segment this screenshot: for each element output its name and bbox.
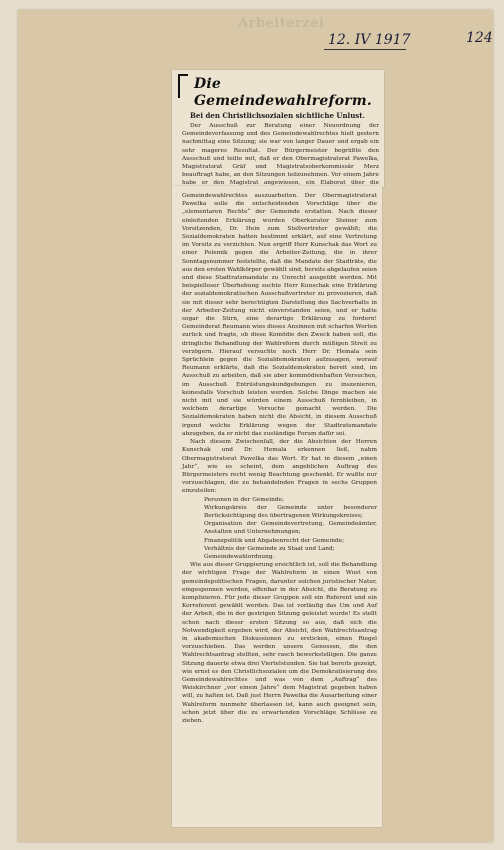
article-subhead: Bei den Christlichsozialen sichtliche Unlust. (190, 111, 365, 120)
group-item: Organisation der Gemeindevertretung, Gemeindeämter, Anstalten und Unternehmungen; (204, 521, 377, 536)
body-paragraph: Nach diesem Zwischenfall, der die Absichten der Herren Kunschak und Dr. Hemala erkennen ließ, nahm Obermagistratsrat Pawelka das Wort. Er hat in diesem „einen Jahr“, wie es scheint, dem angeblichen Auftrag des Bürgermeisters recht wenig Beachtung geschenkt. Er wußte nur vorzuschlagen, die zu behandelnden Fragen in sechs Gruppen einzuteilen: (182, 439, 377, 495)
article-intro (182, 122, 379, 196)
article-headline: Die Gemeindewahlreform. (194, 76, 372, 109)
group-item: Wirkungskreis der Gemeinde unter besonderer Berücksichtigung des übertragenen Wirkungskreises; (204, 504, 377, 519)
group-item: Finanzpolitik und Abgabenrecht der Gemeinde; (204, 537, 345, 544)
intro-paragraph: Der Ausschuß zur Beratung einer Neuordnung der Gemeindeverfassung und des Gemeindewahlrechtes hielt gestern nachmittag eine Sitzung; sie war von langer Dauer und ergab ein sehr mageres Resultat. Der Bürgermeister begrüßte den Ausschuß und teilte mit, daß er den Obermagistratsrat Pawelka, Magistratsrat Gräf und Magistratsoberkommissär Merz beauftragt habe, an den Sitzungen teilzunehmen. Vor einem Jahre habe er den Magistrat angewiesen, ein Elaborat über die (182, 123, 379, 187)
group-item: Gemeindewahlordnung. (204, 553, 275, 560)
handwritten-date: 12. IV 1917 (328, 32, 411, 48)
article-body (182, 192, 377, 725)
clipping-top (172, 70, 384, 187)
clipping-main (172, 186, 382, 827)
closing-paragraph: Wie aus dieser Gruppierung ersichtlich ist, soll die Behandlung der wichtigen Frage der Wahlreform in einen Wust von gemeindepolitischen Fragen, darunter solchen juristischer Natur, eingesponnen werden, offenbar in der Absicht, die Beratung zu komplizieren. Für jede dieser Gruppen soll ein Referent und ein Korreferent gewählt werden. Das ist vorläufig das Um und Auf der Arbeit, die in der gestrigen Sitzung geleistet wurde! Es stellt schon nach dieser ersten Sitzung so aus, daß sich die Notwendigkeit ergeben wird, der Absicht, den Wahlrechtsantrag in akademischen Diskussionen zu ersticken, einen Riegel vorzuschieben. Das werden unsere Genossen, die den Wahlrechtsantrag stellten, sehr rasch bewerkstelligen. Die ganze Sitzung dauerte etwa drei Viertelstunden. Sie hat bereits gezeigt, wie ernst es den Christlichsozialen um die Demokratisierung des Gemeindewahlrechtes und was von dem „Auftrag“ des Weiskirchner „vor einem Jahre“ dem Magistrat gegeben haben will, zu halten ist. Daß just Herrn Pawelka die Ausarbeitung einer Wahlreform nunmehr überlassen ist, kann auch geeignet sein, schon jetzt über die zu erwartenden Vorschläge Schlüsse zu ziehen. (182, 562, 377, 724)
newspaper-stamp: Arbeiterzei (238, 16, 325, 31)
headline-bracket (178, 74, 188, 98)
group-item: Personen in der Gemeinde; (204, 496, 284, 503)
body-paragraph: Gemeindewahlrechtes auszuarbeiten. Der Obermagistratsrat Pawelka solle die entscheidenden Vorschläge über die „elementaren Rechte“ der Gemeinde erstatten. Nach dieser einleitenden Erklärung wurden Oberkurator Steiner zum Vorsitzenden, Dr. Hein zum Stellvertreter gewählt; die Sozialdemokraten hatten bestimmt erklärt, auf eine Vertretung im Vorsitz zu verzichten. Nun ergriff Herr Kunschak das Wort zu einer Polemik gegen die Arbeiter-Zeitung, die in ihrer Sonntagsnummer feststellte, daß die Mandate der Stadträte, die aus den ersten Wahlkörper gewählt sind, bereits abgelaufen seien und diese Stadtratsmandate zu Unrecht ausgeübt werden. Mit beispielloser Überhebung suchte Herr Kunschak eine Erklärung der sozialdemokratischen Ausschußvertreter zu provozieren, daß sie mit dieser sehr berechtigten Darstellung des Sachverhalts in der Arbeiter-Zeitung nicht einverstanden seien, und er hatte sogar die Stirn, eine derartige Erklärung zu fordern! Gemeinderat Reumann wies dieses Ansinnen mit scharfen Worten zurück und fragte, ob diese Komödie den Zweck haben soll, die dringliche Behandlung der Wahlreform durch müßigen Streit zu verzögern. Hierauf versuchte noch Herr Dr. Hemala sein Sprüchlein gegen die Sozialdemokraten aufzusagen, worauf Reumann erklärte, daß die Sozialdemokraten bereit sind, im Ausschuß zu arbeiten, daß sie aber kommödienhaften Versuchen, im Ausschuß Entrüstungskundgebungen zu inszenieren, keinesfalls Vorschub leisten werden. Solche Dinge machen sie nicht mit und sie würden einem Ausschuß fernbleiben, in welchem derartige Versuche gemacht werden. Die Sozialdemokraten haben nicht die Absicht, in diesem Ausschuß irgend welche Erklärung wegen der Stadtratsmandate abzugeben, da er nicht das zuständige Forum dafür sei. (182, 193, 377, 437)
archive-number: 124 (466, 30, 493, 46)
group-item: Verhältnis der Gemeinde zu Staat und Land; (204, 545, 335, 552)
date-underline (324, 49, 406, 50)
